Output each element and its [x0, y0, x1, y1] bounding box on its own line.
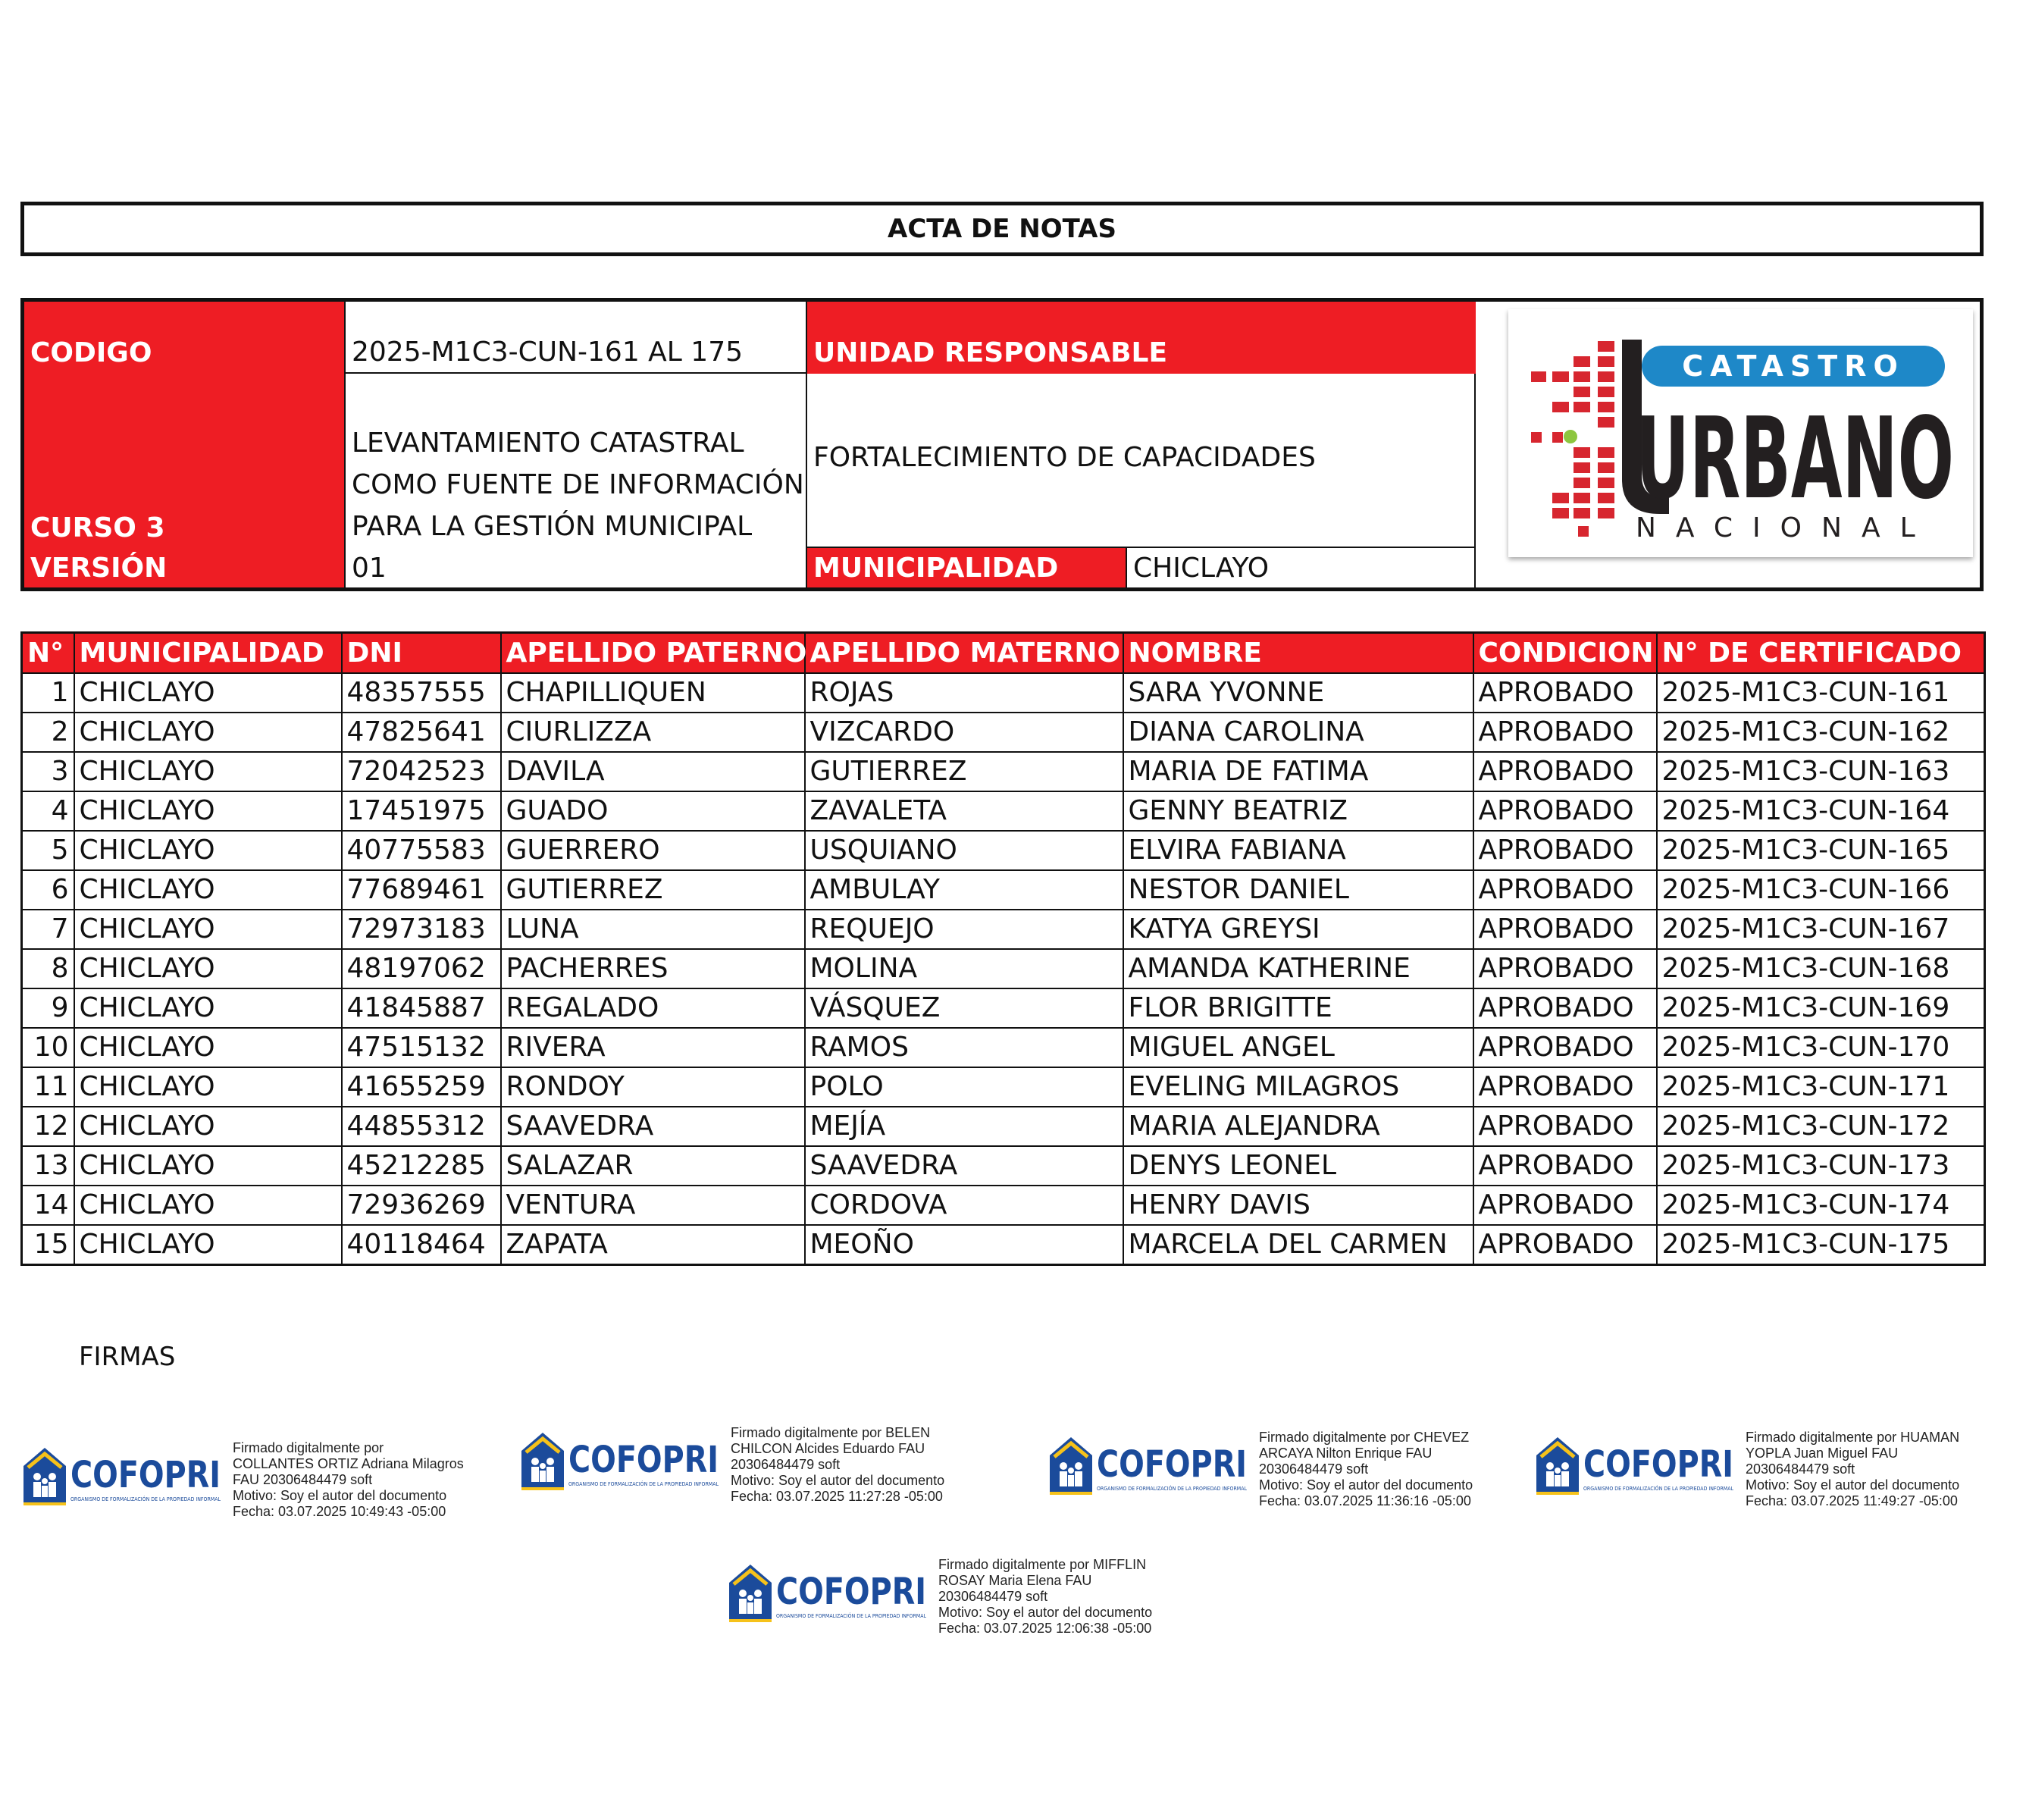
signature-line: Fecha: 03.07.2025 11:36:16 -05:00	[1259, 1493, 1471, 1508]
document-title	[20, 202, 1984, 256]
table-cell: 5	[22, 831, 74, 870]
signature-block	[1047, 1430, 1539, 1509]
table-cell: 40775583	[342, 831, 501, 870]
logo-top-word: CATASTRO	[1682, 349, 1905, 383]
signature-line: COLLANTES ORTIZ Adriana Milagros	[233, 1456, 464, 1471]
table-cell: 41655259	[342, 1067, 501, 1107]
signature-line: YOPLA Juan Miguel FAU	[1746, 1446, 1899, 1461]
version-label: VERSIÓN	[24, 548, 344, 587]
signature-line: Fecha: 03.07.2025 12:06:38 -05:00	[938, 1621, 1152, 1636]
cofopri-tagline: ORGANISMO DE FORMALIZACIÓN DE LA PROPIEDAD INFORMAL	[70, 1496, 239, 1502]
signature-line: Motivo: Soy el autor del documento	[1259, 1477, 1473, 1493]
table-cell: NESTOR DANIEL	[1123, 870, 1473, 910]
table-cell: REQUEJO	[805, 910, 1123, 949]
signature-line: Firmado digitalmente por BELEN	[731, 1425, 931, 1440]
table-cell: CHICLAYO	[74, 673, 342, 713]
table-cell: APROBADO	[1473, 910, 1657, 949]
table-cell: 47515132	[342, 1028, 501, 1067]
signature-line: Motivo: Soy el autor del documento	[1746, 1477, 1960, 1493]
table-cell: SALAZAR	[501, 1146, 805, 1186]
table-cell: APROBADO	[1473, 752, 1657, 791]
table-row	[22, 1107, 1985, 1146]
table-cell: SAAVEDRA	[805, 1146, 1123, 1186]
cofopri-logo	[518, 1425, 737, 1493]
table-row	[22, 1067, 1985, 1107]
table-cell: CHICLAYO	[74, 752, 342, 791]
unidad-value	[807, 374, 1476, 548]
table-cell: CHAPILLIQUEN	[501, 673, 805, 713]
table-cell: 2025-M1C3-CUN-168	[1657, 949, 1985, 988]
table-cell: MOLINA	[805, 949, 1123, 988]
table-row	[22, 949, 1985, 988]
table-cell: 2025-M1C3-CUN-167	[1657, 910, 1985, 949]
table-cell: 45212285	[342, 1146, 501, 1186]
table-cell: 8	[22, 949, 74, 988]
column-header: APELLIDO PATERNO	[501, 633, 805, 674]
table-cell: GUTIERREZ	[501, 870, 805, 910]
table-cell: MARIA ALEJANDRA	[1123, 1107, 1473, 1146]
table-cell: 2025-M1C3-CUN-170	[1657, 1028, 1985, 1067]
firmas-label: FIRMAS	[79, 1342, 176, 1372]
column-header: N°	[22, 633, 74, 674]
table-cell: 40118464	[342, 1225, 501, 1265]
cofopri-tagline: ORGANISMO DE FORMALIZACIÓN DE LA PROPIEDAD INFORMAL	[776, 1613, 944, 1619]
table-cell: 48357555	[342, 673, 501, 713]
table-cell: APROBADO	[1473, 870, 1657, 910]
table-cell: GENNY BEATRIZ	[1123, 791, 1473, 831]
table-cell: CHICLAYO	[74, 949, 342, 988]
table-cell: 2025-M1C3-CUN-163	[1657, 752, 1985, 791]
table-cell: ZAVALETA	[805, 791, 1123, 831]
signature-line: FAU 20306484479 soft	[233, 1472, 373, 1487]
table-cell: 4	[22, 791, 74, 831]
signature-text	[938, 1557, 1219, 1637]
table-cell: 48197062	[342, 949, 501, 988]
table-cell: CHICLAYO	[74, 791, 342, 831]
table-row	[22, 713, 1985, 752]
curso-line-1: LEVANTAMIENTO CATASTRAL	[352, 428, 744, 459]
table-cell: 2025-M1C3-CUN-172	[1657, 1107, 1985, 1146]
table-row	[22, 910, 1985, 949]
table-cell: CHICLAYO	[74, 831, 342, 870]
table-cell: APROBADO	[1473, 988, 1657, 1028]
table-cell: 2025-M1C3-CUN-161	[1657, 673, 1985, 713]
table-cell: APROBADO	[1473, 1107, 1657, 1146]
table-cell: MIGUEL ANGEL	[1123, 1028, 1473, 1067]
table-cell: 17451975	[342, 791, 501, 831]
table-cell: USQUIANO	[805, 831, 1123, 870]
signature-block	[1533, 1430, 2026, 1509]
unidad-label: UNIDAD RESPONSABLE	[807, 302, 1476, 374]
table-cell: GUERRERO	[501, 831, 805, 870]
table-cell: CHICLAYO	[74, 988, 342, 1028]
cofopri-logo	[20, 1440, 239, 1508]
logo-main-word: URBANO	[1636, 393, 1954, 524]
table-cell: 44855312	[342, 1107, 501, 1146]
table-row	[22, 831, 1985, 870]
table-cell: 6	[22, 870, 74, 910]
signature-line: Fecha: 03.07.2025 11:49:27 -05:00	[1746, 1493, 1958, 1508]
municipalidad-label: MUNICIPALIDAD	[807, 548, 1126, 587]
table-cell: APROBADO	[1473, 1067, 1657, 1107]
signature-block	[20, 1440, 513, 1520]
table-cell: 2025-M1C3-CUN-173	[1657, 1146, 1985, 1186]
table-cell: 2025-M1C3-CUN-166	[1657, 870, 1985, 910]
table-cell: ELVIRA FABIANA	[1123, 831, 1473, 870]
table-cell: FLOR BRIGITTE	[1123, 988, 1473, 1028]
table-cell: 77689461	[342, 870, 501, 910]
table-row	[22, 752, 1985, 791]
table-cell: CHICLAYO	[74, 713, 342, 752]
signature-line: Firmado digitalmente por	[233, 1440, 384, 1455]
signature-block	[518, 1425, 1011, 1505]
cofopri-word: COFOPRI	[1583, 1443, 1733, 1486]
table-cell: MEJÍA	[805, 1107, 1123, 1146]
table-cell: GUADO	[501, 791, 805, 831]
table-cell: 11	[22, 1067, 74, 1107]
signature-line: Fecha: 03.07.2025 10:49:43 -05:00	[233, 1504, 446, 1519]
table-cell: CHICLAYO	[74, 1067, 342, 1107]
curso-label: CURSO 3	[24, 374, 344, 548]
cofopri-tagline: ORGANISMO DE FORMALIZACIÓN DE LA PROPIEDAD INFORMAL	[1097, 1486, 1265, 1492]
table-cell: APROBADO	[1473, 673, 1657, 713]
cofopri-tagline: ORGANISMO DE FORMALIZACIÓN DE LA PROPIEDAD INFORMAL	[568, 1481, 737, 1487]
table-cell: DIANA CAROLINA	[1123, 713, 1473, 752]
column-header: DNI	[342, 633, 501, 674]
table-cell: APROBADO	[1473, 1186, 1657, 1225]
table-cell: REGALADO	[501, 988, 805, 1028]
table-row	[22, 673, 1985, 713]
table-cell: 10	[22, 1028, 74, 1067]
document-title-text: ACTA DE NOTAS	[888, 214, 1116, 244]
table-cell: MEOÑO	[805, 1225, 1123, 1265]
table-cell: RIVERA	[501, 1028, 805, 1067]
table-cell: 72936269	[342, 1186, 501, 1225]
table-cell: 1	[22, 673, 74, 713]
column-header: CONDICION	[1473, 633, 1657, 674]
table-cell: VÁSQUEZ	[805, 988, 1123, 1028]
table-cell: CORDOVA	[805, 1186, 1123, 1225]
cofopri-logo	[726, 1557, 944, 1625]
curso-line-2: COMO FUENTE DE INFORMACIÓN	[352, 469, 804, 500]
table-cell: MARCELA DEL CARMEN	[1123, 1225, 1473, 1265]
column-header: APELLIDO MATERNO	[805, 633, 1123, 674]
curso-value	[344, 374, 807, 548]
table-cell: CHICLAYO	[74, 910, 342, 949]
signature-block	[726, 1557, 1219, 1637]
table-cell: 2025-M1C3-CUN-174	[1657, 1186, 1985, 1225]
signature-line: 20306484479 soft	[1259, 1461, 1369, 1477]
table-cell: CHICLAYO	[74, 1225, 342, 1265]
column-header: NOMBRE	[1123, 633, 1473, 674]
table-cell: CIURLIZZA	[501, 713, 805, 752]
signature-text	[1746, 1430, 2026, 1509]
table-cell: 2	[22, 713, 74, 752]
table-cell: 15	[22, 1225, 74, 1265]
signature-line: Firmado digitalmente por MIFFLIN	[938, 1557, 1147, 1572]
table-cell: 13	[22, 1146, 74, 1186]
municipalidad-value: CHICLAYO	[1126, 548, 1476, 587]
grades-table	[20, 631, 1986, 1266]
table-row	[22, 791, 1985, 831]
signature-text	[233, 1440, 513, 1520]
table-cell: 3	[22, 752, 74, 791]
table-cell: ZAPATA	[501, 1225, 805, 1265]
table-row	[22, 1146, 1985, 1186]
table-cell: AMANDA KATHERINE	[1123, 949, 1473, 988]
table-header-row	[22, 633, 1985, 674]
cofopri-word: COFOPRI	[776, 1571, 926, 1613]
table-cell: VIZCARDO	[805, 713, 1123, 752]
table-cell: MARIA DE FATIMA	[1123, 752, 1473, 791]
table-cell: 41845887	[342, 988, 501, 1028]
signature-line: CHILCON Alcides Eduardo FAU	[731, 1441, 925, 1456]
table-cell: APROBADO	[1473, 1028, 1657, 1067]
table-cell: 2025-M1C3-CUN-164	[1657, 791, 1985, 831]
header-block	[20, 298, 1984, 591]
table-cell: 2025-M1C3-CUN-162	[1657, 713, 1985, 752]
signature-line: Motivo: Soy el autor del documento	[233, 1488, 447, 1503]
cofopri-word: COFOPRI	[70, 1454, 221, 1496]
signature-line: Motivo: Soy el autor del documento	[938, 1605, 1153, 1620]
table-cell: VENTURA	[501, 1186, 805, 1225]
table-cell: APROBADO	[1473, 1146, 1657, 1186]
catastro-urbano-logo	[1508, 309, 1973, 557]
signature-line: Motivo: Soy el autor del documento	[731, 1473, 945, 1488]
signature-line: ARCAYA Nilton Enrique FAU	[1259, 1446, 1433, 1461]
codigo-label: CODIGO	[24, 302, 344, 374]
table-cell: SAAVEDRA	[501, 1107, 805, 1146]
table-row	[22, 870, 1985, 910]
table-cell: CHICLAYO	[74, 870, 342, 910]
table-cell: LUNA	[501, 910, 805, 949]
column-header: MUNICIPALIDAD	[74, 633, 342, 674]
table-cell: CHICLAYO	[74, 1146, 342, 1186]
signature-line: 20306484479 soft	[938, 1589, 1048, 1604]
table-cell: CHICLAYO	[74, 1186, 342, 1225]
table-cell: 72042523	[342, 752, 501, 791]
table-cell: 9	[22, 988, 74, 1028]
table-row	[22, 1028, 1985, 1067]
curso-line-3: PARA LA GESTIÓN MUNICIPAL	[352, 511, 753, 542]
table-cell: 47825641	[342, 713, 501, 752]
cofopri-logo	[1047, 1430, 1265, 1498]
catastro-urbano-logo-graphic	[1508, 309, 1973, 557]
table-cell: RAMOS	[805, 1028, 1123, 1067]
table-row	[22, 1186, 1985, 1225]
table-cell: 2025-M1C3-CUN-169	[1657, 988, 1985, 1028]
table-cell: APROBADO	[1473, 831, 1657, 870]
table-cell: 2025-M1C3-CUN-175	[1657, 1225, 1985, 1265]
signature-line: Fecha: 03.07.2025 11:27:28 -05:00	[731, 1489, 943, 1504]
table-cell: APROBADO	[1473, 791, 1657, 831]
cofopri-tagline: ORGANISMO DE FORMALIZACIÓN DE LA PROPIEDAD INFORMAL	[1583, 1486, 1752, 1492]
signature-text	[731, 1425, 1011, 1505]
table-cell: DAVILA	[501, 752, 805, 791]
table-row	[22, 988, 1985, 1028]
table-cell: DENYS LEONEL	[1123, 1146, 1473, 1186]
table-cell: APROBADO	[1473, 1225, 1657, 1265]
table-cell: EVELING MILAGROS	[1123, 1067, 1473, 1107]
cofopri-word: COFOPRI	[568, 1439, 719, 1481]
table-cell: 12	[22, 1107, 74, 1146]
table-cell: SARA YVONNE	[1123, 673, 1473, 713]
table-cell: POLO	[805, 1067, 1123, 1107]
table-cell: GUTIERREZ	[805, 752, 1123, 791]
table-cell: AMBULAY	[805, 870, 1123, 910]
table-cell: 72973183	[342, 910, 501, 949]
table-cell: RONDOY	[501, 1067, 805, 1107]
cofopri-logo	[1533, 1430, 1752, 1498]
signature-text	[1259, 1430, 1539, 1509]
table-cell: CHICLAYO	[74, 1028, 342, 1067]
signature-line: 20306484479 soft	[1746, 1461, 1855, 1477]
column-header: N° DE CERTIFICADO	[1657, 633, 1985, 674]
table-row	[22, 1225, 1985, 1265]
codigo-value: 2025-M1C3-CUN-161 AL 175	[344, 302, 807, 374]
table-cell: 2025-M1C3-CUN-165	[1657, 831, 1985, 870]
signature-line: 20306484479 soft	[731, 1457, 841, 1472]
table-cell: PACHERRES	[501, 949, 805, 988]
signature-line: Firmado digitalmente por HUAMAN	[1746, 1430, 1960, 1445]
table-cell: KATYA GREYSI	[1123, 910, 1473, 949]
logo-bottom-word: NACIONAL	[1636, 512, 1935, 543]
cofopri-word: COFOPRI	[1097, 1443, 1247, 1486]
table-cell: APROBADO	[1473, 949, 1657, 988]
signature-line: Firmado digitalmente por CHEVEZ	[1259, 1430, 1470, 1445]
table-cell: ROJAS	[805, 673, 1123, 713]
table-cell: 2025-M1C3-CUN-171	[1657, 1067, 1985, 1107]
table-cell: APROBADO	[1473, 713, 1657, 752]
table-cell: HENRY DAVIS	[1123, 1186, 1473, 1225]
version-value: 01	[344, 548, 807, 587]
signature-line: ROSAY Maria Elena FAU	[938, 1573, 1092, 1588]
unidad-value-text: FORTALECIMIENTO DE CAPACIDADES	[813, 442, 1316, 473]
table-cell: 7	[22, 910, 74, 949]
table-cell: 14	[22, 1186, 74, 1225]
table-cell: CHICLAYO	[74, 1107, 342, 1146]
